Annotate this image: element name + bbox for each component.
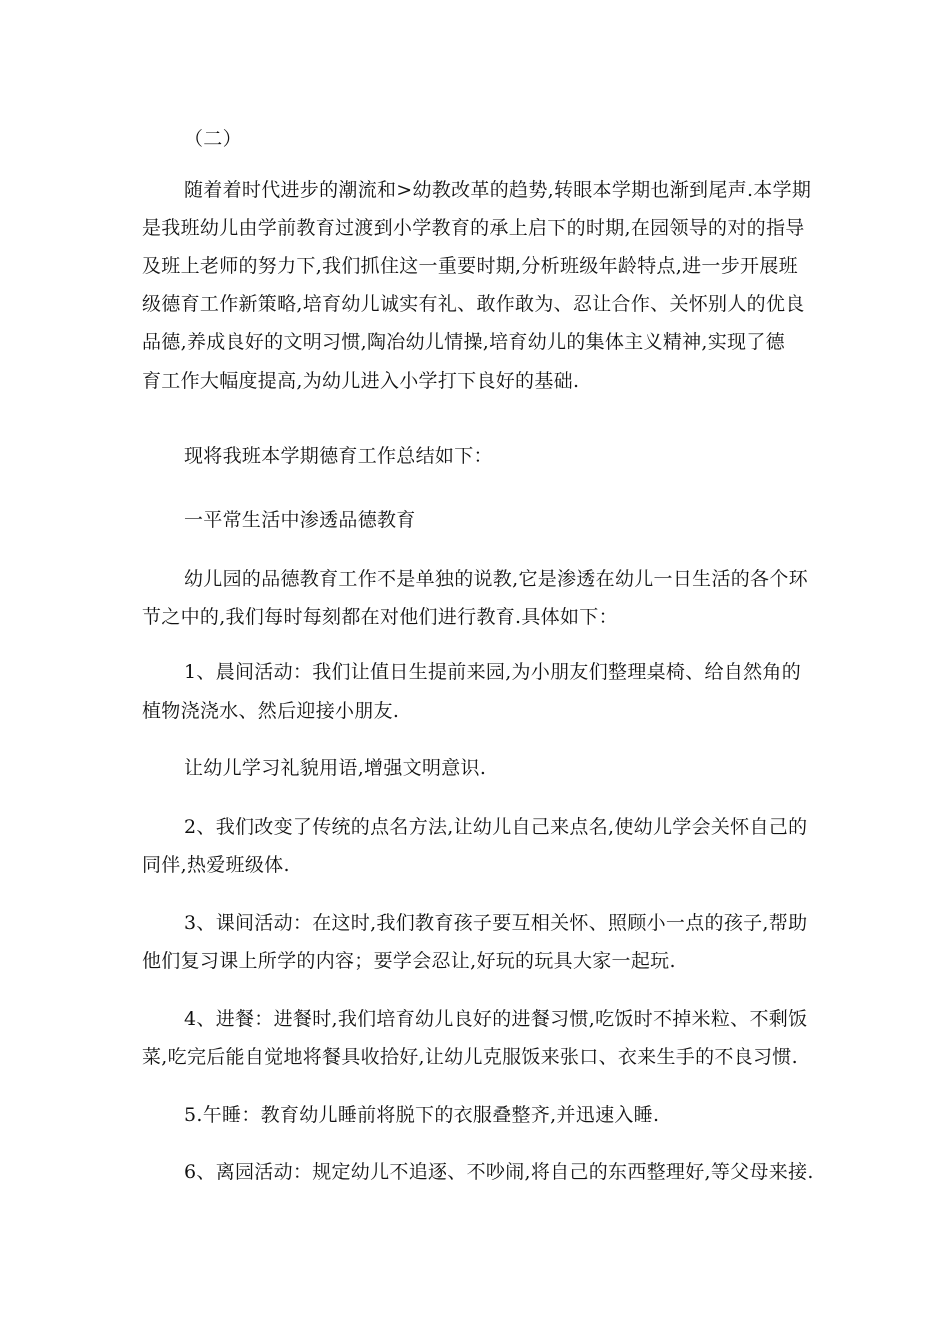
list-item-line: 菜,吃完后能自觉地将餐具收拾好,让幼儿克服饭来张口、衣来生手的不良习惯. <box>142 1046 798 1068</box>
section-heading: 一平常生活中渗透品德教育 <box>184 509 416 531</box>
list-item-line: 2、我们改变了传统的点名方法,让幼儿自己来点名,使幼儿学会关怀自己的 <box>184 816 808 838</box>
paragraph-line: 及班上老师的努力下,我们抓住这一重要时期,分析班级年龄特点,进一步开展班 <box>142 255 798 277</box>
paragraph-line: 级德育工作新策略,培育幼儿诚实有礼、敢作敢为、忍让合作、关怀别人的优良 <box>142 293 805 315</box>
section-marker: （二） <box>184 128 242 150</box>
paragraph-line: 随着着时代进步的潮流和>幼教改革的趋势,转眼本学期也渐到尾声.本学期 <box>184 179 812 201</box>
paragraph-line: 幼儿园的品德教育工作不是单独的说教,它是渗透在幼儿一日生活的各个环 <box>184 568 808 590</box>
list-item-line: 1、晨间活动：我们让值日生提前来园,为小朋友们整理桌椅、给自然角的 <box>184 661 802 683</box>
list-item-line: 同伴,热爱班级体. <box>142 854 290 876</box>
paragraph-line: 品德,养成良好的文明习惯,陶冶幼儿情操,培育幼儿的集体主义精神,实现了德 <box>142 331 785 353</box>
list-item-line: 3、课间活动：在这时,我们教育孩子要互相关怀、照顾小一点的孩子,帮助 <box>184 912 808 934</box>
paragraph-line: 育工作大幅度提高,为幼儿进入小学打下良好的基础. <box>142 370 580 392</box>
list-item-line: 5.午睡：教育幼儿睡前将脱下的衣服叠整齐,并迅速入睡. <box>184 1104 660 1126</box>
list-item-line: 6、离园活动：规定幼儿不追逐、不吵闹,将自己的东西整理好,等父母来接. <box>184 1161 814 1183</box>
list-item-line: 植物浇浇水、然后迎接小朋友. <box>142 700 400 722</box>
paragraph-line: 现将我班本学期德育工作总结如下： <box>184 445 493 467</box>
list-item-line: 他们复习课上所学的内容；要学会忍让,好玩的玩具大家一起玩. <box>142 950 676 972</box>
list-item-line: 4、进餐：进餐时,我们培育幼儿良好的进餐习惯,吃饭时不掉米粒、不剩饭 <box>184 1008 808 1030</box>
paragraph-line: 让幼儿学习礼貌用语,增强文明意识. <box>184 757 487 779</box>
paragraph-line: 节之中的,我们每时每刻都在对他们进行教育.具体如下： <box>142 606 618 628</box>
paragraph-line: 是我班幼儿由学前教育过渡到小学教育的承上启下的时期,在园领导的对的指导 <box>142 217 805 239</box>
